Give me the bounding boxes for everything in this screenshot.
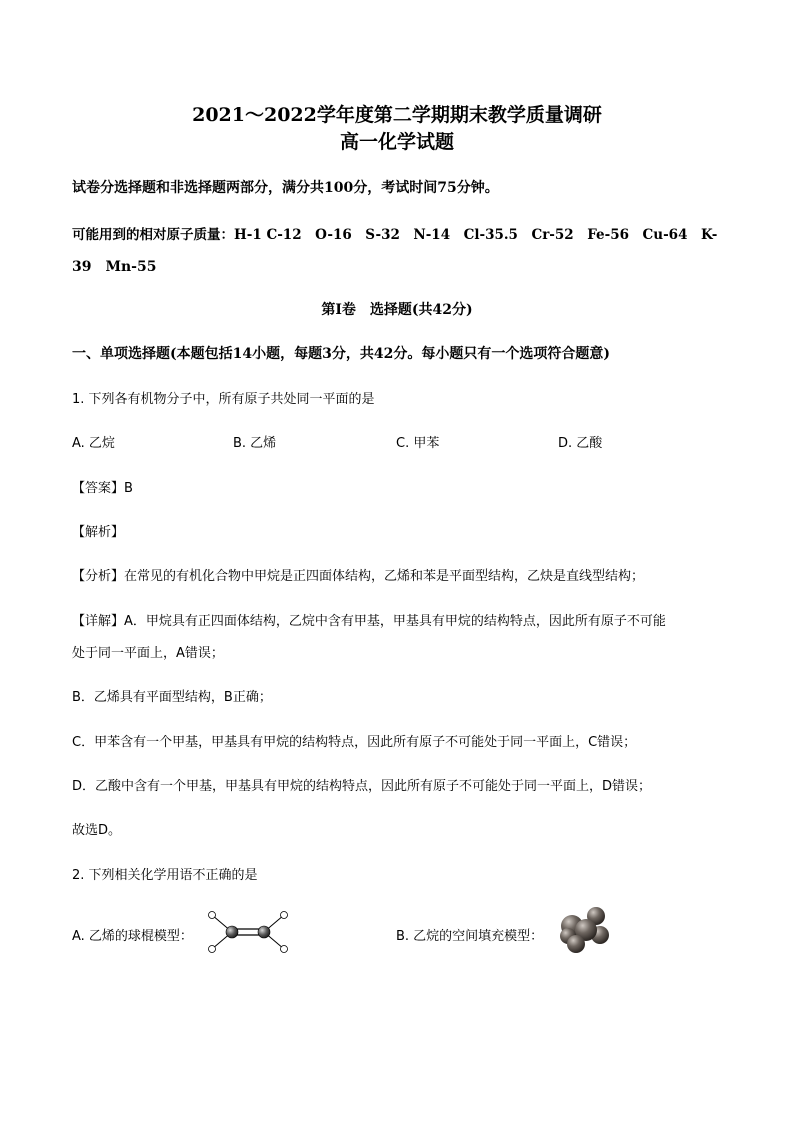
section-heading: 一、单项选择题(本题包括14小题，每题3分，共42分。每小题只有一个选项符合题意): [72, 346, 610, 362]
page-title: 2021～2022学年度第二学期期末教学质量调研: [192, 104, 602, 126]
question-1-detail-d: D．乙酸中含有一个甲基，甲基具有甲烷的结构特点，因此所有原子不可能处于同一平面上，D错误；: [72, 779, 652, 794]
question-1-detail-a-line2: 处于同一平面上，A错误；: [72, 646, 224, 661]
ethylene-ball-stick-model: [204, 906, 294, 958]
question-2-stem: 2. 下列相关化学用语不正确的是: [72, 868, 258, 883]
question-2-option-b: B. 乙烷的空间填充模型：: [396, 929, 544, 944]
question-1-answer: 【答案】B: [72, 481, 133, 496]
question-1-detail-c: C．甲苯含有一个甲基，甲基具有甲烷的结构特点，因此所有原子不可能处于同一平面上，C错误；: [72, 735, 637, 750]
exam-instructions: 试卷分选择题和非选择题两部分，满分共100分，考试时间75分钟。: [72, 180, 499, 196]
question-1-option-c: C. 甲苯: [396, 436, 440, 451]
question-1-stem: 1. 下列各有机物分子中，所有原子共处同一平面的是: [72, 392, 375, 407]
question-1-option-b: B. 乙烯: [233, 436, 277, 451]
question-1-option-a: A. 乙烷: [72, 436, 115, 451]
question-1-analysis-label: 【解析】: [72, 525, 125, 540]
exam-subject-title: 高一化学试题: [339, 131, 454, 153]
part-title: 第I卷 选择题(共42分): [321, 302, 473, 318]
question-1-fenxi: 【分析】在常见的有机化合物中甲烷是正四面体结构，乙烯和苯是平面型结构，乙炔是直线型结构；: [72, 569, 645, 584]
atomic-mass-line-1: 可能用到的相对原子质量：H-1 C-12 O-16 S-32 N-14 Cl-35.5 Cr-52 Fe-56 Cu-64 K-: [72, 227, 718, 243]
question-1-detail-b: B．乙烯具有平面型结构，B正确；: [72, 690, 272, 705]
atomic-mass-line-2: 39 Mn-55: [72, 259, 157, 275]
ethane-space-filling-model: [556, 904, 616, 956]
question-1-conclusion: 故选D。: [72, 823, 122, 838]
question-1-detail-a-line1: 【详解】A．甲烷具有正四面体结构，乙烷中含有甲基，甲基具有甲烷的结构特点，因此所有原子不可能: [72, 614, 666, 629]
question-2-option-a: A. 乙烯的球棍模型：: [72, 929, 193, 944]
question-1-option-d: D. 乙酸: [558, 436, 603, 451]
